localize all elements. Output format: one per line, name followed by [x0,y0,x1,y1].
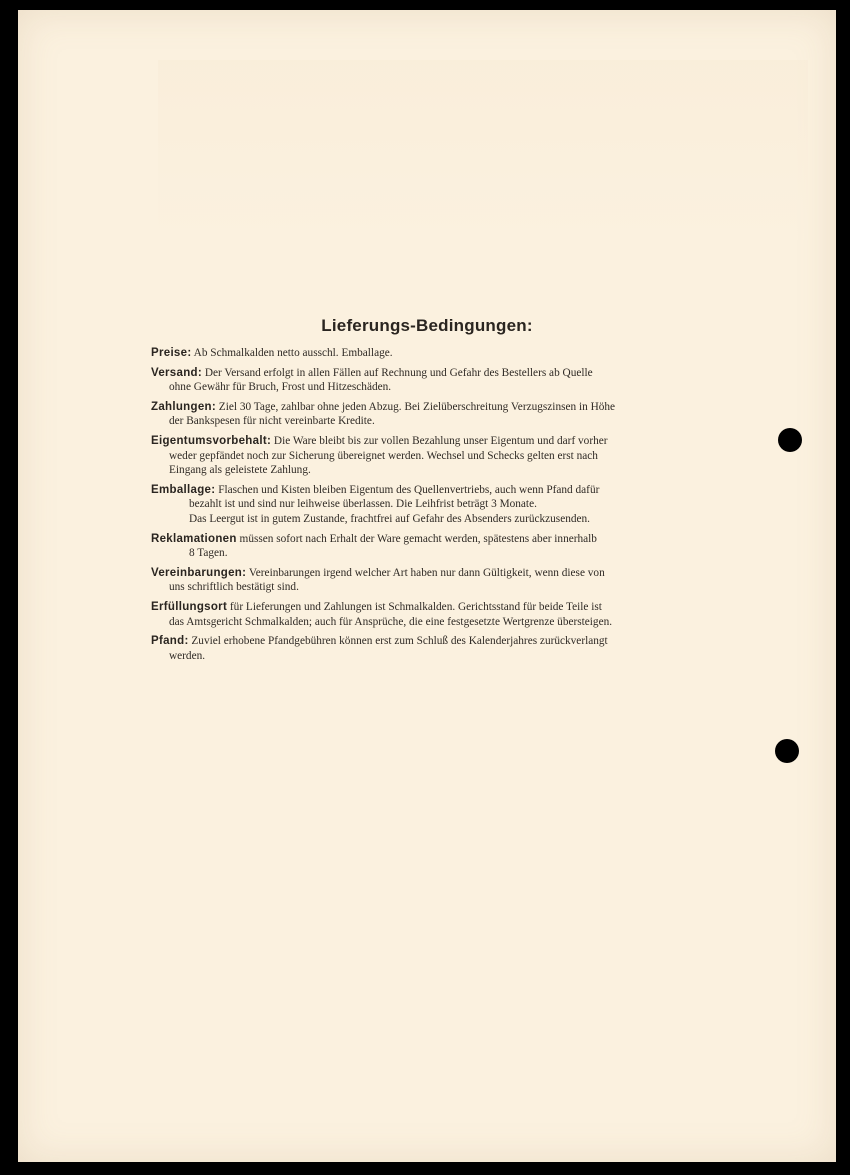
term-reklamationen [151,532,711,561]
term-versand [151,366,711,395]
punch-hole-bottom [775,739,799,763]
term-text: Eingang als geleistete Zahlung. [169,464,311,477]
term-label: Eigentumsvorbehalt: [151,434,272,447]
term-eigentumsvorbehalt [151,434,711,478]
term-pfand [151,634,711,663]
term-text: 8 Tagen. [189,547,228,560]
term-label: Preise: [151,347,192,359]
term-text: das Amtsgericht Schmalkalden; auch für Ansprüche, die eine festgesetzte Wertgrenze übersteigen. [169,615,613,628]
term-text: uns schriftlich bestätigt sind. [169,581,299,594]
term-label: Pfand: [151,635,189,648]
term-text: der Bankspesen für nicht vereinbarte Kredite. [169,415,375,428]
term-label: Erfüllungsort [151,600,228,613]
term-text: ohne Gewähr für Bruch, Frost und Hitzeschäden. [169,381,392,394]
term-text: Ab Schmalkalden netto ausschl. Emballage. [193,347,393,359]
term-text: Vereinbarungen irgend welcher Art haben nur dann Gültigkeit, wenn diese von [248,566,605,579]
faded-letterhead [158,60,808,240]
term-preise [151,346,711,361]
term-label: Vereinbarungen: [151,566,247,579]
term-text: Der Versand erfolgt in allen Fällen auf Rechnung und Gefahr des Bestellers ab Quelle [204,366,593,379]
term-label: Versand: [151,366,202,379]
term-text: Zuviel erhobene Pfandgebühren können erst zum Schluß des Kalenderjahres zurückverlangt [191,635,608,648]
punch-hole-top [778,428,802,452]
document-page [18,10,836,1162]
term-emballage [151,483,711,527]
term-label: Emballage: [151,483,216,496]
term-zahlungen [151,400,711,429]
term-text: weder gepfändet noch zur Sicherung übereignet werden. Wechsel und Schecks gelten erst nach [169,449,598,462]
term-text: müssen sofort nach Erhalt der Ware gemacht werden, spätestens aber innerhalb [239,532,597,545]
term-label: Zahlungen: [151,400,216,413]
term-label: Reklamationen [151,532,237,545]
terms-list [151,346,711,668]
term-text: Die Ware bleibt bis zur vollen Bezahlung unser Eigentum und darf vorher [273,434,608,447]
term-text: Flaschen und Kisten bleiben Eigentum des Quellenvertriebs, auch wenn Pfand dafür [218,483,600,496]
term-text: für Lieferungen und Zahlungen ist Schmalkalden. Gerichtsstand für beide Teile ist [229,600,602,613]
term-vereinbarungen [151,566,711,595]
term-text: werden. [169,649,206,662]
page-title: Lieferungs-Bedingungen: [321,316,533,335]
term-text: bezahlt ist und sind nur leihweise überlassen. Die Leihfrist beträgt 3 Monate. [189,498,537,511]
term-text: Das Leergut ist in gutem Zustande, frachtfrei auf Gefahr des Absenders zurückzusenden. [189,512,591,525]
term-text: Ziel 30 Tage, zahlbar ohne jeden Abzug. Bei Zielüberschreitung Verzugszinsen in Höhe [218,400,616,413]
term-erfuellungsort [151,600,711,629]
